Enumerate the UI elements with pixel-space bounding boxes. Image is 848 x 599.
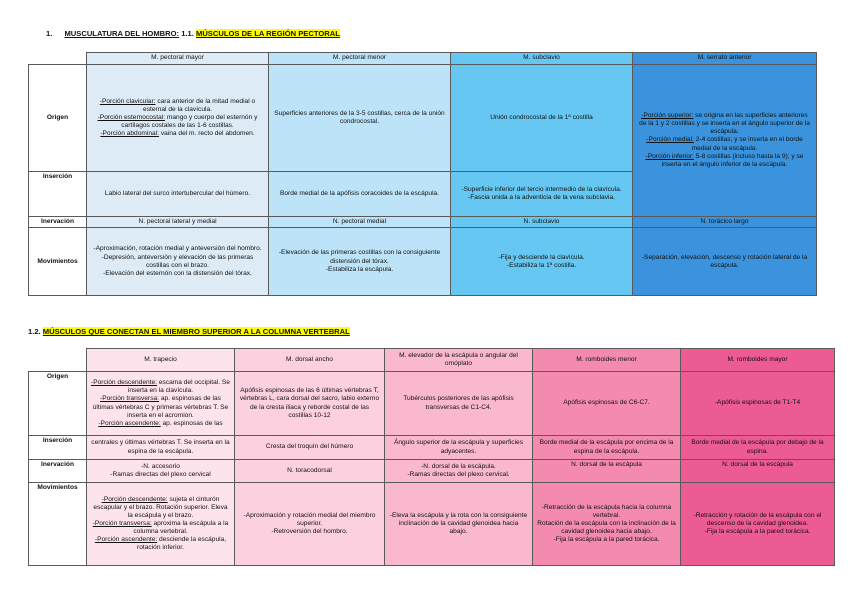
cell-origin — [87, 65, 269, 172]
cell-insertion — [451, 172, 633, 217]
table-row — [29, 436, 835, 460]
cell-text: -Retroversión del hombro. — [271, 528, 348, 536]
cell-text: Rotación de la escápula con la inclinación de la cavidad glenoidea hacia abajo. — [537, 519, 676, 536]
corner-cell — [29, 349, 87, 372]
cell-text: -Estabiliza la 1ª costilla. — [506, 261, 577, 269]
cell-innervation: N. dorsal de la escápula — [681, 460, 835, 483]
cell-text: -Estabiliza la escápula. — [325, 265, 394, 273]
pectoral-muscles-table — [28, 52, 817, 296]
table-row — [29, 65, 817, 172]
cell-innervation: N. toracodorsal — [235, 460, 385, 483]
cell-text: -Depresión, anteversión y elevación de las primeras costillas con el brazo. — [101, 253, 254, 269]
row-label: Inervación — [29, 460, 87, 483]
cell-movements — [269, 228, 451, 296]
cell-innervation: N. pectoral medial — [269, 217, 451, 228]
cell-text: -Retracción de la escápula hacia la columna vertebral. — [541, 503, 672, 519]
cell-innervation: N. pectoral lateral y medial — [87, 217, 269, 228]
table-row — [29, 460, 835, 483]
cell-underlined: -Porción esternocostal: — [97, 113, 166, 121]
cell-text: -Superficie inferior del tercio intermedio de la clavícula. — [461, 185, 622, 193]
cell-text: sujeta el cinturón escapular y el brazo. Rotación superior. Eleva la escápula y el brazo. — [93, 495, 228, 519]
cell-insertion: Labio lateral del surco intertubercular del húmero. — [87, 172, 269, 217]
cell-text: -Aproximación, rotación medial y anteversión del hombro. — [93, 245, 262, 253]
section2-heading — [28, 327, 350, 336]
cell-movements — [533, 483, 681, 566]
cell-text: -Fija y desciende la clavícula. — [498, 253, 585, 261]
cell-text: -Elevación del esternón con la distensión del tórax. — [103, 269, 252, 277]
cell-text: ap. espinosas de las — [160, 419, 223, 427]
cell-text: -Ramas directas del plexo cervical. — [407, 471, 510, 478]
row-label: Inserción — [29, 436, 87, 460]
column-header: M. pectoral mayor — [87, 53, 269, 65]
cell-movements: -Eleva la escápula y la rota con la consiguiente inclinación de la cavidad glenoidea hacia abajo. — [385, 483, 533, 566]
cell-underlined: -Porción ascendente: — [94, 536, 158, 544]
cell-movements — [87, 483, 235, 566]
cell-underlined: -Porción descendente: — [91, 379, 158, 387]
cell-origin — [633, 65, 817, 217]
cell-underlined: -Porción abdominal: — [100, 130, 159, 138]
cell-insertion: centrales y últimas vértebras T. Se inserta en la espina de la escápula. — [87, 436, 235, 460]
cell-movements — [87, 228, 269, 296]
cell-text: 5-8 costillas (incluso hasta la 9); y se inserta en el ángulo inferior de la escápula. — [661, 152, 804, 168]
cell-movements — [451, 228, 633, 296]
vertebral-muscles-table — [28, 348, 835, 566]
section1-heading — [46, 29, 340, 38]
section1-title: MUSCULATURA DEL HOMBRO: — [64, 29, 180, 38]
row-label: Movimientos — [29, 228, 87, 296]
cell-text: -N. dorsal de la escápula. — [421, 462, 496, 470]
corner-cell — [29, 53, 87, 65]
section2-subtitle: MÚSCULOS QUE CONECTAN EL MIEMBRO SUPERIOR A LA COLUMNA VERTEBRAL — [42, 327, 350, 336]
cell-text: -Fascia unida a la adventicia de la vena subclavia. — [468, 194, 615, 201]
cell-innervation: N. subclavio — [451, 217, 633, 228]
cell-origin: Tubérculos posteriores de las apófisis transversas de C1-C4. — [385, 372, 533, 436]
table-row — [29, 217, 817, 228]
cell-text: 2-4 costillas; y se inserta en el borde medial de la escápula. — [691, 136, 803, 152]
cell-origin: Apófisis espinosas de las 6 últimas vértebras T, vértebras L, cara dorsal del sacro, labio externo de la cresta iliaca y reborde costal de las costillas 10-12 — [235, 372, 385, 436]
cell-underlined: -Porción descendente: — [101, 495, 168, 503]
cell-underlined: -Porción superior: — [641, 112, 694, 120]
cell-innervation: N. dorsal de la escápula — [533, 460, 681, 483]
cell-movements — [235, 483, 385, 566]
row-label: Origen — [29, 372, 87, 436]
column-header: M. subclavio — [451, 53, 633, 65]
table-row — [29, 228, 817, 296]
cell-text: cara anterior de la mitad medial o esternal de la clavícula. — [143, 97, 256, 113]
cell-text: -N. accesorio — [141, 462, 180, 470]
cell-origin: Superficies anteriores de la 3-5 costillas, cerca de la unión condrocostal. — [269, 65, 451, 172]
column-header: M. romboides menor — [533, 349, 681, 372]
cell-underlined: -Porción inferior: — [645, 152, 694, 160]
row-label: Movimientos — [29, 483, 87, 566]
cell-origin — [87, 372, 235, 436]
cell-text: -Elevación de las primeras costillas con la consiguiente distensión del tórax. — [278, 249, 441, 265]
cell-text: aproxima la escápula a la columna vertebral. — [133, 519, 229, 536]
cell-underlined: -Porción ascendente: — [98, 419, 161, 427]
section1-number: 1. — [46, 29, 53, 38]
cell-innervation: N. torácico largo — [633, 217, 817, 228]
cell-origin: Apófisis espinosas de C6-C7. — [533, 372, 681, 436]
cell-movements — [681, 483, 835, 566]
cell-underlined: -Porción transversa: — [92, 519, 152, 527]
column-header: M. serrato anterior — [633, 53, 817, 65]
row-label: Inervación — [29, 217, 87, 228]
column-header: M. elevador de la escápula o angular del omóplato — [385, 349, 533, 372]
cell-text: -Aproximación y rotación medial del miembro superior. — [243, 511, 376, 527]
cell-underlined: -Porción medial: — [646, 136, 694, 144]
row-label: Origen — [29, 65, 87, 172]
cell-underlined: -Porción clavicular: — [99, 97, 156, 105]
table-row — [29, 483, 835, 566]
column-header: M. trapecio — [87, 349, 235, 372]
cell-origin: Unión condrocostal de la 1ª costilla — [451, 65, 633, 172]
cell-text: vaina del m. recto del abdomen. — [158, 130, 255, 138]
cell-text: escama del occipital. Se inserta en la clavícula. — [127, 379, 230, 395]
column-header: M. romboides mayor — [681, 349, 835, 372]
section1-subnumber: 1.1. — [181, 29, 194, 38]
row-label: Inserción — [29, 172, 87, 217]
cell-text: -Fija la escápula a la pared torácica. — [553, 536, 660, 544]
cell-underlined: -Porción transversa: — [100, 395, 160, 403]
cell-text: ap. espinosas de las últimas vértebras C y primeras vértebras T. Se inserta en el acromion. — [92, 395, 229, 419]
table-row — [29, 372, 835, 436]
section1-subtitle: MÚSCULOS DE LA REGIÓN PECTORAL — [196, 29, 340, 38]
cell-insertion: Cresta del troquín del húmero — [235, 436, 385, 460]
column-header: M. dorsal ancho — [235, 349, 385, 372]
cell-movements: -Separación, elevación, descenso y rotación lateral de la escápula. — [633, 228, 817, 296]
cell-innervation — [87, 460, 235, 483]
cell-text: -Fija la escápula a la pared torácica. — [704, 528, 811, 536]
cell-insertion: Ángulo superior de la escápula y superficies adyacentes. — [385, 436, 533, 460]
cell-insertion: Borde medial de la escápula por encima de la espina de la escápula. — [533, 436, 681, 460]
cell-text: se origina en las superficies anteriores de la 1 y 2 costillas y se inserta en el ángulo superior de la escápula. — [639, 112, 810, 136]
cell-text: mango y cuerpo del esternón y cartílagos costales de las 1-6 costillas. — [121, 113, 258, 130]
cell-origin: -Apófisis espinosas de T1-T4 — [681, 372, 835, 436]
cell-text: -Retracción y rotación de la escápula con el descenso de la cavidad glenoidea. — [693, 511, 822, 527]
cell-text: desciende la escápula, rotación inferior. — [137, 536, 227, 552]
cell-insertion: Borde medial de la escápula por debajo de la espina. — [681, 436, 835, 460]
cell-text: -Ramas directas del plexo cervical — [110, 471, 211, 478]
cell-innervation — [385, 460, 533, 483]
column-header: M. pectoral menor — [269, 53, 451, 65]
cell-insertion: Borde medial de la apófisis coracoides de la escápula. — [269, 172, 451, 217]
section2-subnumber: 1.2. — [28, 327, 41, 336]
